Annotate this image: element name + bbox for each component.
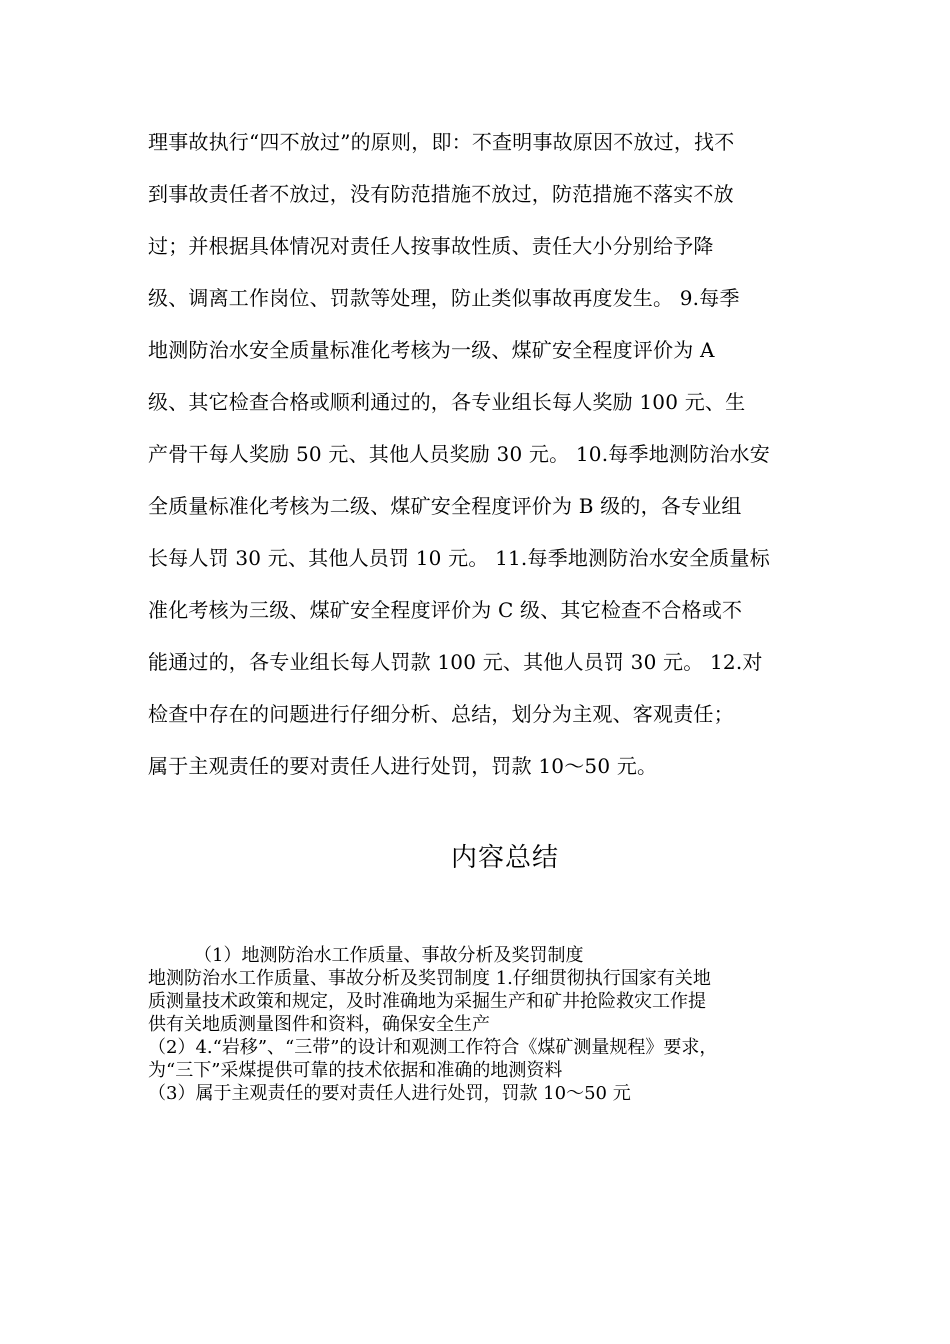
body-line: 地测防治水安全质量标准化考核为一级、煤矿安全程度评价为 A <box>148 338 715 362</box>
body-line: 准化考核为三级、煤矿安全程度评价为 C 级、其它检查不合格或不 <box>148 598 743 622</box>
summary-item-3: （3）属于主观责任的要对责任人进行处罚，罚款 10～50 元 <box>148 1083 631 1104</box>
body-line: 理事故执行“四不放过”的原则，即：不查明事故原因不放过，找不 <box>148 130 735 154</box>
summary-line: 质测量技术政策和规定，及时准确地为采掘生产和矿井抢险救灾工作提 <box>148 991 706 1012</box>
summary-line: 为“三下”采煤提供可靠的技术依据和准确的地测资料 <box>148 1060 563 1081</box>
summary-item-2: （2）4.“岩移”、“三带”的设计和观测工作符合《煤矿测量规程》要求， <box>148 1037 718 1058</box>
summary-line: 供有关地质测量图件和资料，确保安全生产 <box>148 1014 490 1035</box>
body-line: 能通过的，各专业组长每人罚款 100 元、其他人员罚 30 元。 12.对 <box>148 650 763 674</box>
summary-section <box>148 944 818 1105</box>
summary-line: 地测防治水工作质量、事故分析及奖罚制度 1.仔细贯彻执行国家有关地 <box>148 968 711 989</box>
body-paragraph <box>148 116 808 792</box>
summary-item-1-heading: （1）地测防治水工作质量、事故分析及奖罚制度 <box>194 945 584 966</box>
body-line: 过；并根据具体情况对责任人按事故性质、责任大小分别给予降 <box>148 234 714 258</box>
body-line: 长每人罚 30 元、其他人员罚 10 元。 11.每季地测防治水安全质量标 <box>148 546 770 570</box>
body-line: 全质量标准化考核为二级、煤矿安全程度评价为 B 级的，各专业组 <box>148 494 742 518</box>
body-line: 产骨干每人奖励 50 元、其他人员奖励 30 元。 10.每季地测防治水安 <box>148 442 770 466</box>
body-line: 到事故责任者不放过，没有防范措施不放过，防范措施不落实不放 <box>148 182 734 206</box>
body-line: 检查中存在的问题进行仔细分析、总结，划分为主观、客观责任； <box>148 702 734 726</box>
body-line: 级、其它检查合格或顺利通过的，各专业组长每人奖励 100 元、生 <box>148 390 746 414</box>
body-line: 级、调离工作岗位、罚款等处理，防止类似事故再度发生。 9.每季 <box>148 286 740 310</box>
summary-heading: 内容总结 <box>450 843 559 873</box>
body-line: 属于主观责任的要对责任人进行处罚，罚款 10～50 元。 <box>148 754 658 778</box>
